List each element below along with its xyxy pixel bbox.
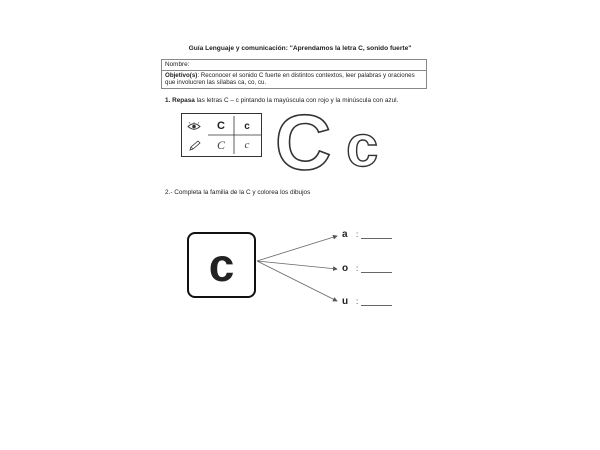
name-field[interactable]	[162, 60, 426, 71]
section1-text: las letras C – c pintando la mayúscula con rojo y la minúscula con azul.	[194, 97, 399, 104]
outline-upper-c[interactable]: C	[275, 98, 332, 186]
objective-label: Objetivo(s)	[165, 72, 198, 79]
lower-cursive-letter: c	[244, 139, 250, 151]
objective	[162, 71, 426, 87]
blank-o[interactable]	[361, 272, 392, 273]
blank-u[interactable]	[361, 305, 392, 306]
outline-lower-c[interactable]: c	[346, 114, 379, 179]
arrow-a	[257, 236, 337, 261]
header-box	[161, 59, 427, 89]
vowel-a: a	[342, 229, 348, 240]
vowel-u: u	[342, 296, 349, 307]
pencil-icon	[184, 138, 204, 152]
arrow-u	[257, 261, 337, 301]
upper-cursive-letter: C	[216, 137, 225, 152]
name-label: Nombre:	[165, 61, 190, 68]
colon-a: :	[356, 230, 359, 239]
upper-print-letter: C	[217, 120, 225, 132]
arrow-o	[257, 261, 337, 269]
blank-a[interactable]	[361, 238, 392, 239]
section2-instruction: 2.- Completa la familia de la C y colorea los dibujos	[165, 189, 311, 196]
section1-number: 1. Repasa	[165, 97, 195, 104]
worksheet-title: Guía Lenguaje y comunicación: "Aprendamos la letra C, sonido fuerte"	[188, 45, 412, 52]
vowel-o: o	[342, 263, 349, 274]
letter-c-card: c	[187, 232, 256, 298]
tracing-table	[181, 113, 262, 157]
syllable-arrows	[255, 228, 345, 308]
lower-print-letter: c	[244, 120, 250, 132]
colon-o: :	[356, 264, 359, 273]
eye-icon	[184, 119, 204, 133]
objective-text: : Reconocer el sonido C fuerte en distintos contextos, leer palabras y oraciones que involucren las sílabas ca, co, cu.	[165, 72, 415, 86]
colon-u: :	[356, 297, 359, 306]
